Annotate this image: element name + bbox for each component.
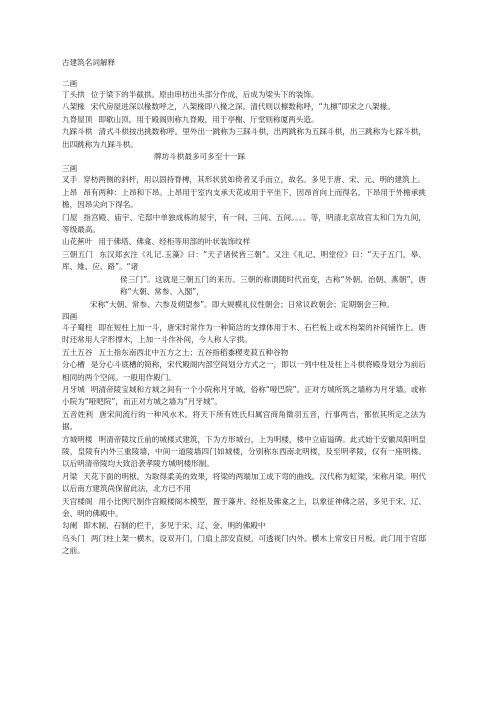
document-title: 古建筑名词解释 bbox=[62, 58, 116, 67]
entry-continuation: 侯三门”。这就是三朝五门的来历。三朝的称谓随时代而变，古称“外朝、治朝、燕朝”，唐称“大朝、常参、入閣”， bbox=[120, 274, 426, 297]
entry-term: 乌头门 bbox=[62, 533, 85, 543]
entry-text: 即木制、石制的栏干，多见于宋、辽、金、明的佛殿中 bbox=[83, 521, 266, 531]
glossary-entry bbox=[62, 236, 426, 248]
glossary-entry bbox=[62, 471, 426, 496]
entry-text: 位于梁下的半截拱。原由串枋出头部分作成，后成为梁头下的装饰。 bbox=[90, 90, 319, 99]
glossary-entry bbox=[62, 187, 426, 212]
entry-term: 方城明楼 bbox=[62, 434, 93, 444]
glossary-entry bbox=[62, 249, 426, 274]
glossary-entry bbox=[62, 114, 426, 126]
entry-text: 穿枋两侧的斜杆，用以固持脊槫，其形状犹如倚者叉手而立，故名。多见于唐、宋、元、明的建筑上。 bbox=[83, 175, 425, 185]
glossary-entry bbox=[62, 89, 426, 101]
entry-term: 九踩斗栱 bbox=[62, 127, 93, 137]
section-heading: 四画 bbox=[62, 311, 78, 321]
section-two-strokes bbox=[62, 78, 426, 163]
entry-term: 天宫楼阁 bbox=[62, 496, 93, 506]
entry-text: 明清帝陵坟丘前的城楼式建筑，下为方形城台，上为明楼，楼中立庙谥碑。此式始于安徽凤阳明皇陵，皇陵有内外三重陵墙，中间一道陵墙四门如城楼，分别称东西南北明楼，及至明孝陵，仅有一座明楼。以后明清帝陵均大致沿袭孝陵方城明楼形制。 bbox=[62, 434, 427, 469]
glossary-entry bbox=[62, 174, 426, 186]
entry-term: 门屋 bbox=[62, 212, 78, 222]
entry-term: 九脊屋顶 bbox=[62, 114, 93, 124]
glossary-entry bbox=[62, 533, 426, 558]
entry-term: 三朝五门 bbox=[62, 249, 94, 259]
entry-term: 八架椽 bbox=[62, 102, 85, 112]
entry-text: 是分心斗底槽的简称，宋代殿阁内部空间划分方式之一，即以一列中柱及柱上斗栱将殿身划分为前后相同的两个空间。一般用作殿门。 bbox=[62, 360, 427, 382]
entry-term: 丁头拱 bbox=[62, 90, 85, 99]
glossary-entry bbox=[62, 126, 426, 151]
entry-text: 清式斗栱按出挑数称呼。里外出一跳称为三踩斗栱，出两跳称为五踩斗栱，出三跳称为七踩斗栱，出四跳称为九踩斗栱。 bbox=[62, 127, 427, 149]
section-four-strokes bbox=[62, 311, 426, 558]
entry-note: 牌坊斗栱最多可多至十一踩 bbox=[154, 152, 246, 162]
entry-text: 两门柱上架一横木，设双开门，门扇上部安直棂，可透视门内外。横木上常安日月板。此门用于官邸之前。 bbox=[62, 533, 427, 556]
entry-term: 勾阑 bbox=[62, 521, 78, 531]
glossary-entry bbox=[62, 322, 426, 347]
entry-text: 东汉郑玄注《礼记.玉藻》曰：“天子诸侯皆三朝”。又注《礼记、明堂位》曰：“天子五门，皋、库、雉、应、路”。“诸 bbox=[62, 249, 426, 272]
entry-term: 五音姓利 bbox=[62, 409, 94, 419]
glossary-entry bbox=[62, 434, 426, 471]
section-heading: 三画 bbox=[62, 164, 78, 174]
entry-term: 月梁 bbox=[62, 471, 78, 481]
glossary-entry bbox=[62, 101, 426, 113]
entry-text: 宋代房屋进深以椽数呼之，八架椽即八椽之深。清代则以檩数称呼，“九檩”即宋之八架椽。 bbox=[90, 102, 395, 112]
glossary-entry bbox=[62, 347, 426, 359]
entry-text: 指宫殿、庙宇、宅邸中单独成栋的屋宇，有一间、三间、五间。。。。等，明清北京故宫太和门为九间，等级最高。 bbox=[62, 212, 426, 235]
glossary-entry bbox=[62, 409, 426, 434]
entry-text: 昂有两种：上昂和下昂。上昂用于室内支承天花或用于平坐下，因昂首向上而得名。下昂用于外檐承挑檐，因昂尖向下得名。 bbox=[62, 187, 427, 210]
entry-text: 用小比例尺制作宫殿楼阁木模型，置于藻井、经柜及佛龛之上，以象征神佛之居，多见于宋、辽、金、明的佛殿中。 bbox=[62, 496, 427, 518]
entry-text: 即在短柱上加一斗，唐宋时常作为一种简洁的支撑体用于木、石栏板上或木构架的补间铺作上。唐时还常用人字形撑木，上加一斗作补间，今人称人字拱。 bbox=[62, 322, 427, 345]
glossary-entry bbox=[62, 520, 426, 532]
entry-term: 五土五谷 bbox=[62, 347, 93, 357]
entry-text: 即歇山顶。用于殿阁则称九脊殿，用于亭榭、厅堂则称厦两头造。 bbox=[98, 114, 319, 124]
entry-term: 叉手 bbox=[62, 175, 78, 185]
entry-term: 月牙城 bbox=[62, 384, 85, 394]
section-three-strokes bbox=[62, 163, 426, 310]
glossary-entry bbox=[62, 496, 426, 521]
entry-term: 上昂 bbox=[62, 187, 78, 197]
entry-term: 斗子蜀柱 bbox=[62, 322, 93, 332]
entry-term: 山花蕉叶 bbox=[62, 237, 93, 247]
section-heading: 二画 bbox=[62, 79, 78, 88]
glossary-entry bbox=[62, 359, 426, 384]
entry-text: 天花下面的明栿。为取得柔美的效果，将梁的两端加工成下弯的曲线。汉代称为虹梁，宋称月梁。明代以后南方建筑尚保留此法，北方已不用 bbox=[62, 471, 427, 494]
entry-text: 用于佛塔、佛龛、经柜等用部的叶状装饰纹样 bbox=[98, 237, 251, 247]
entry-continuation: 宋称“大朝、常参、六参及朔望参”。即大规模礼仪性朝会；日常议政朝会；定期朝会三种。 bbox=[90, 299, 395, 309]
entry-text: 五土指东南西北中五方之土；五谷指稻黍稷麦菽五种谷物 bbox=[98, 347, 289, 357]
glossary-entry bbox=[62, 212, 426, 237]
entry-term: 分心槽 bbox=[62, 360, 85, 370]
entry-text: 唐宋间流行的一种风水术。将天下所有姓氏归属宫商角徵羽五音，行事两吉，都依其所定之法为据。 bbox=[62, 409, 427, 432]
entry-text: 明清帝陵宝城和方城之间有一个小院称月牙城，俗称“哑巴院”。正对方城所筑之墙称为月牙墙。或称小院为“哑吧院”，而正对方城之墙为“月牙城”。 bbox=[62, 384, 426, 407]
glossary-entry bbox=[62, 384, 426, 409]
